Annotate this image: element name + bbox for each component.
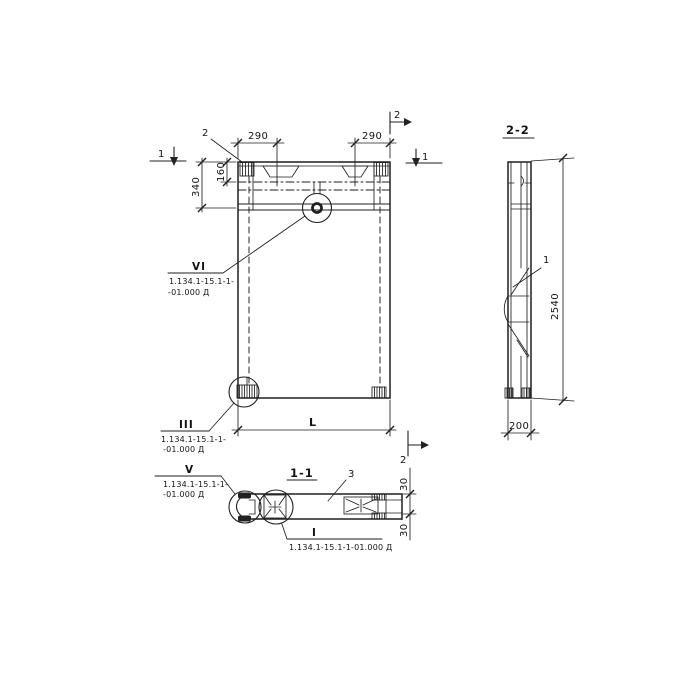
keyway-recess <box>344 497 378 514</box>
callout-v-line1: 1.134.1-15.1-1- <box>163 480 229 489</box>
section-marker-1-right <box>406 149 442 167</box>
dim-290-right-text: 290 <box>362 131 383 142</box>
part-label-1-text: 1 <box>543 255 550 266</box>
callout-iii-numeral: III <box>179 419 194 431</box>
embed-plate-top-right <box>374 163 388 177</box>
recess-trapezoid-left <box>263 166 299 177</box>
callout-iii <box>161 403 234 454</box>
callout-vi-line1: 1.134.1-15.1-1- <box>169 277 235 286</box>
embed-plate-top-left <box>240 163 254 177</box>
callout-v-numeral: V <box>185 464 195 476</box>
embed-plate-bottom-right <box>372 387 386 398</box>
hatch-lines <box>375 387 385 398</box>
callout-vi-numeral: VI <box>192 261 207 273</box>
dim-340-text: 340 <box>191 176 202 197</box>
plan-view-1-1 <box>229 466 416 552</box>
detail-circle-iii <box>229 377 259 407</box>
anchor-sleeve <box>313 204 322 213</box>
left-end-pad-bottom <box>238 516 251 522</box>
callout-v <box>155 464 235 499</box>
dimension-340-160 <box>191 158 236 212</box>
dimension-2540 <box>531 154 574 405</box>
callout-vi-line2: -01.000 Д <box>168 288 210 297</box>
section-marker-1-left <box>150 147 186 166</box>
right-end-details <box>372 494 402 519</box>
section-marker-2-top <box>390 110 412 134</box>
marker-1-left-text: 1 <box>158 149 165 160</box>
callout-v-line2: -01.000 Д <box>163 490 205 499</box>
dim-200-text: 200 <box>509 421 530 432</box>
section-outline <box>508 162 531 398</box>
left-end-pad-top <box>238 493 251 499</box>
dimension-290-left <box>231 131 284 186</box>
callout-vi <box>168 216 305 297</box>
part-label-2-text: 2 <box>202 128 209 139</box>
dim-L-text: L <box>309 416 317 429</box>
left-end-bracket <box>249 500 255 514</box>
callout-i-line1: 1.134.1-15.1-1-01.000 Д <box>289 543 393 552</box>
panel-outline <box>238 162 390 398</box>
section-view-2-2 <box>501 123 574 440</box>
hatch-lines <box>243 163 252 176</box>
marker-1-right-text: 1 <box>422 152 429 163</box>
dim-160-text: 160 <box>216 161 227 182</box>
hatch-lines <box>377 163 386 176</box>
hatch-lines <box>240 385 255 398</box>
dim-290-left-text: 290 <box>248 131 269 142</box>
section-title: 2-2 <box>506 123 530 137</box>
marker-2-bottom-text: 2 <box>400 455 407 466</box>
callout-i-numeral: I <box>312 527 317 539</box>
plan-title: 1-1 <box>290 466 314 480</box>
dim-30-bottom-text: 30 <box>399 523 410 537</box>
keyway-square <box>264 495 286 518</box>
callout-iii-line2: -01.000 Д <box>163 445 205 454</box>
part-label-3-leader <box>328 480 346 501</box>
dimension-length-L <box>232 400 396 436</box>
callout-iii-line1: 1.134.1-15.1-1- <box>161 435 227 444</box>
dim-30-top-text: 30 <box>399 477 410 491</box>
callout-i <box>282 523 393 552</box>
dim-2540-text: 2540 <box>550 292 561 320</box>
dimension-200 <box>501 400 539 440</box>
detail-circle-vi <box>303 182 332 223</box>
dimension-290-right <box>348 131 396 186</box>
section-marker-2-bottom <box>400 431 429 466</box>
part-label-3-text: 3 <box>348 469 355 480</box>
marker-2-top-text: 2 <box>394 110 401 121</box>
